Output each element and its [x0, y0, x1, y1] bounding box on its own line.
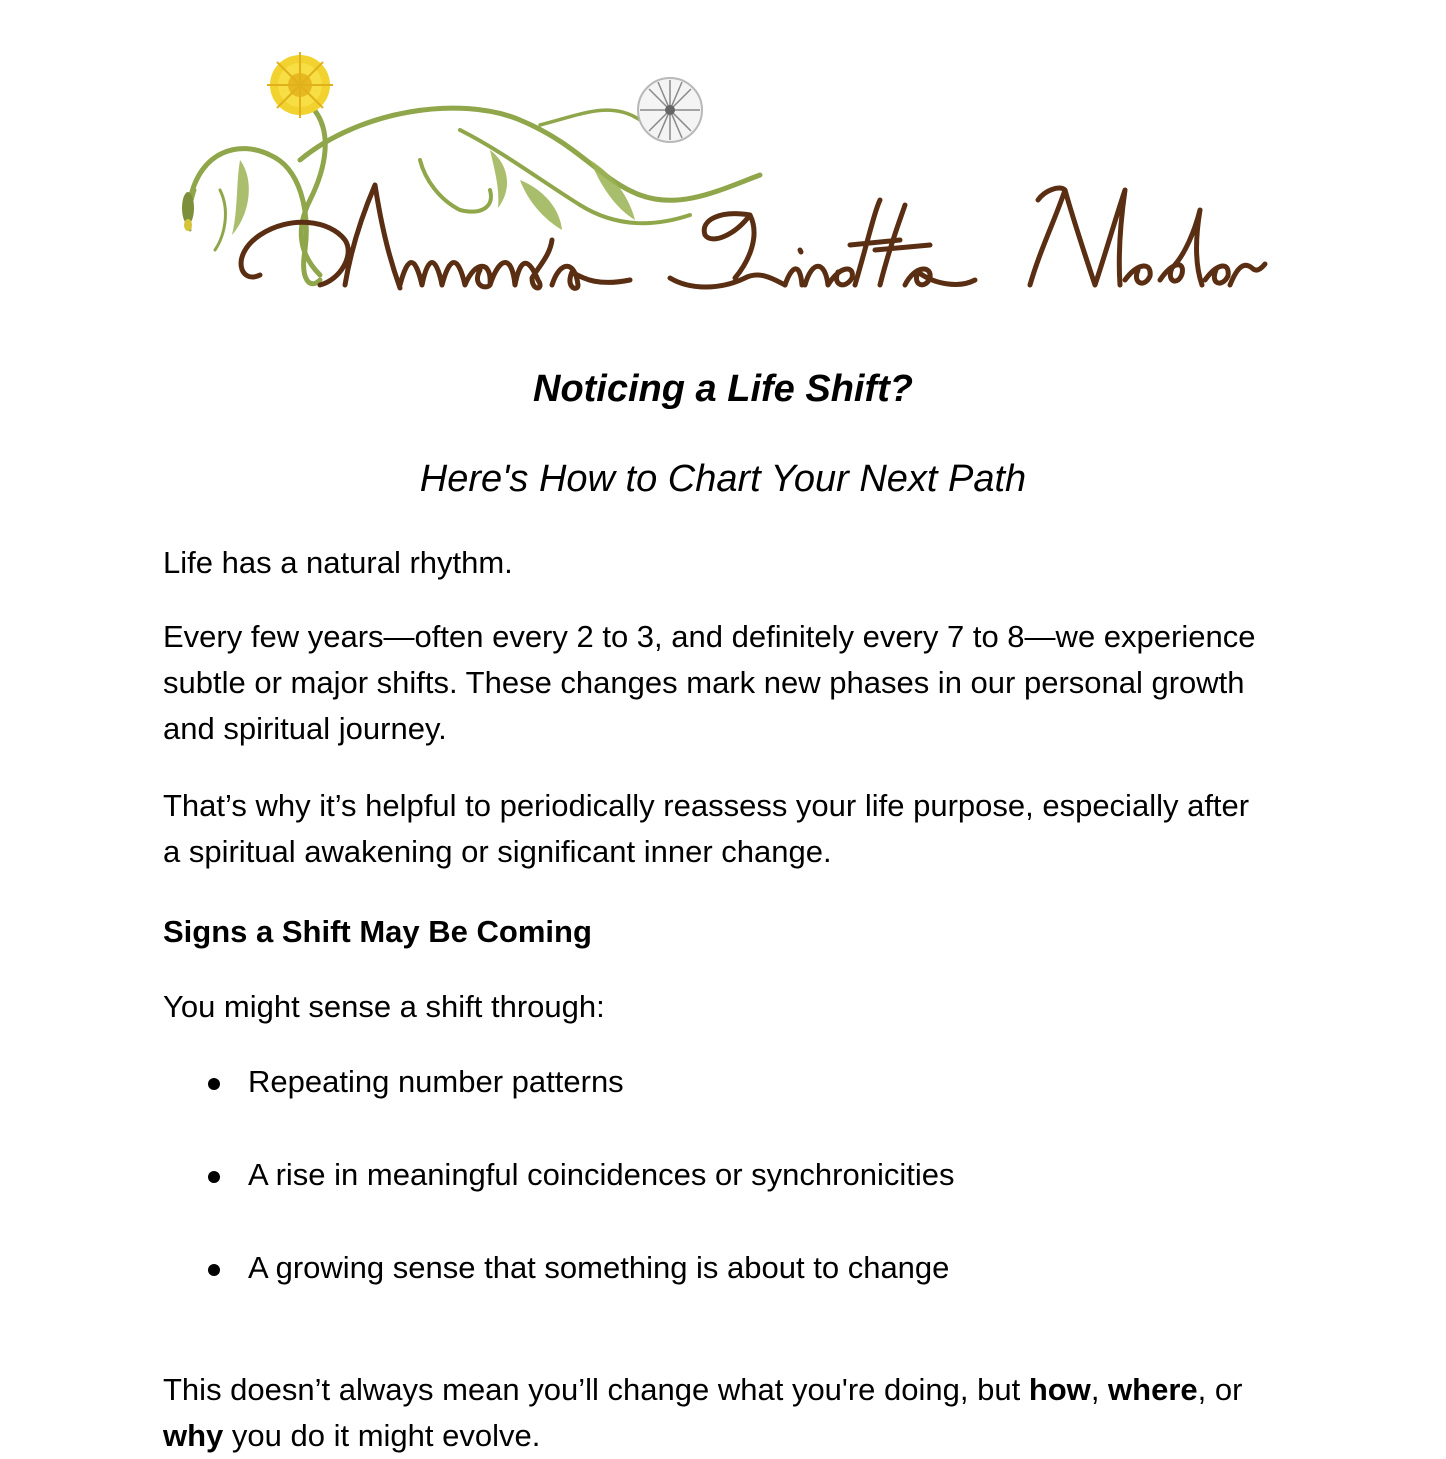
closing-text: you do it might evolve. — [223, 1418, 541, 1453]
list-item — [163, 1245, 954, 1291]
signs-list — [163, 1059, 954, 1338]
bullet-icon — [208, 1078, 220, 1090]
list-item-text: Repeating number patterns — [248, 1064, 624, 1099]
dandelion-seedhead-icon — [638, 78, 702, 142]
document-title: Noticing a Life Shift? — [533, 368, 913, 410]
bullet-icon — [208, 1264, 220, 1276]
section-heading: Signs a Shift May Be Coming — [163, 914, 592, 949]
paragraph-shifts: Every few years—often every 2 to 3, and definitely every 7 to 8—we experience subtle or major shifts. These changes mark new phases in our personal growth and spiritual journey. — [163, 619, 1256, 746]
paragraph-closing — [163, 1367, 1273, 1459]
closing-text: , or — [1197, 1372, 1243, 1407]
author-signature-logo — [160, 40, 1270, 320]
list-item — [163, 1152, 954, 1198]
paragraph-intro: Life has a natural rhythm. — [163, 545, 513, 580]
closing-text: , — [1090, 1372, 1109, 1407]
paragraph-reassess: That’s why it’s helpful to periodically reassess your life purpose, especially after a spiritual awakening or significant inner change. — [163, 788, 1250, 869]
closing-text: This doesn’t always mean you’ll change what you're doing, but — [163, 1372, 1029, 1407]
bullet-icon — [208, 1171, 220, 1183]
closing-bold-where: where — [1108, 1372, 1198, 1407]
signature-script — [241, 185, 1265, 288]
list-item-text: A growing sense that something is about to change — [248, 1250, 950, 1285]
closing-bold-why: why — [163, 1418, 224, 1453]
paragraph-sense: You might sense a shift through: — [163, 989, 605, 1024]
list-item — [163, 1059, 954, 1105]
logo-artwork — [160, 40, 1270, 320]
dandelion-bud-icon — [182, 192, 194, 231]
closing-bold-how: how — [1028, 1372, 1091, 1407]
dandelion-flower-icon — [267, 52, 333, 118]
document-subtitle: Here's How to Chart Your Next Path — [419, 458, 1027, 500]
list-item-text: A rise in meaningful coincidences or synchronicities — [248, 1157, 955, 1192]
